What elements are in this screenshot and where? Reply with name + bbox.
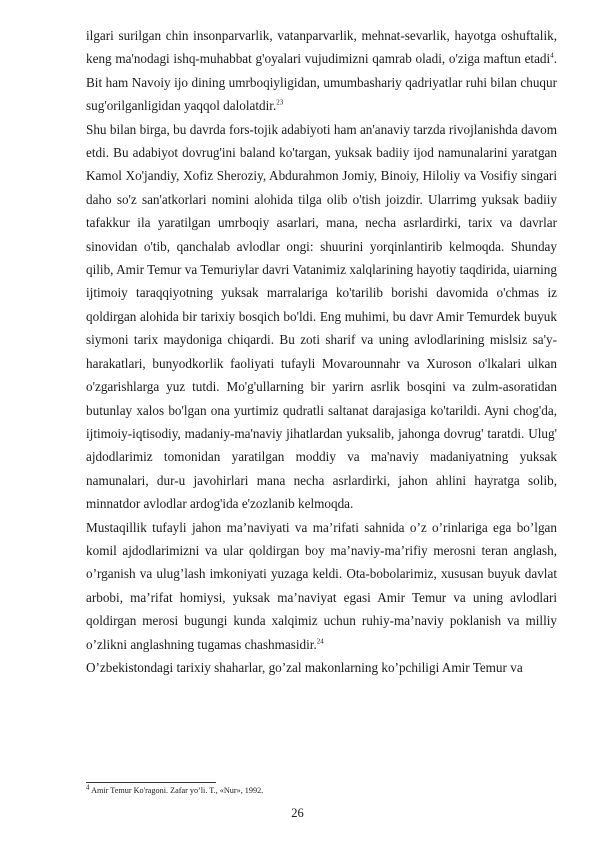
paragraph-4: O’zbekistondagi tarixiy shaharlar, go’zal makonlarning ko’pchiligi Amir Temur va — [86, 659, 523, 675]
paragraph-3 — [86, 516, 557, 656]
paragraph-text: Mustaqillik tufayli jahon ma’naviyati va ma’rifati sahnida o’z o’rinlariga ega bo’lgan komil ajdodlarimizni va ular qoldirgan boy ma’naviy-ma’rifiy merosni teran anglash, o’rganish va ulug’lash imkoniyati yuzaga keldi. Ota-bobolarimiz, xususan buyuk davlat arbobi, ma’rifat homiysi, yuksak ma’naviyat egasi Amir Temur va uning avlodlari qoldirgan merosi bugungi kunda xalqimiz uchun ruhiy-ma’naviy poklanish va milliy o’zlikni anglashning tugamas chashmasidir. — [86, 519, 557, 652]
paragraph-text: . Bit ham Navoiy ijo dining umrboqiyligidan, umumbashariy qadriyatlar ruhi bilan chuqur sug'orilganligidan yaqqol dalolatdir. — [86, 51, 557, 114]
footnote-marker: 4 — [86, 783, 90, 792]
footnote-ref[interactable]: 23 — [276, 98, 284, 107]
footnote-divider — [86, 782, 216, 783]
paragraph-2: Shu bilan birga, bu davrda fors-tojik adabiyoti ham an'anaviy tarzda rivojlanishda davom etdi. Bu adabiyot dovrug'ini baland ko'targan, yuksak badiiy ijod namunalarini yaratgan Kamol Xo'jandiy, Xofiz Sheroziy, Abdurahmon Jomiy, Binoiy, Hiloliy va Vosifiy singari daho so'z san'atkorlari nomini alohida tilga olib o'tish joizdir. Ularrimg yuksak badiiy tafakkur ila yaratilgan umrboqiy asarlari, mana, necha asrlardirki, tarix va davrlar sinovidan o'tib, qanchalab avlodlar ongi: shuurini yorqinlantirib kelmoqda. Shunday qilib, Amir Temur va Temuriylar davri Vatanimiz xalqlarining hayotiy taqdirida, uiarning ijtimoiy taraqqiyotning yuksak marralariga ko'tarilib borishi davomida o'chmas iz qoldirgan alohida bir tarixiy bosqich bo'ldi. Eng muhimi, bu davr Amir Temurdek buyuk siymoni tarix maydoniga chiqardi. Bu zoti sharif va uning avlodlarining mislsiz sa'y-harakatlari, bunyodkorlik faoliyati tufayli Movarounnahr va Xuroson o'lkalari ulkan o'zgarishlarga yuz tutdi. Mo'g'ullarning bir yarirn asrlik bosqini va zulm-asoratidan butunlay xalos bo'lgan ona yurtimiz qudratli saltanat darajasiga ko'tarildi. Ayni chog'da, ijtimoiy-iqtisodiy, madaniy-ma'naviy jihatlardan yuksalib, jahonga dovrug' taratdi. Ulug' ajdodlarimiz tomonidan yaratilgan moddiy va ma'naviy madaniyatning yuksak namunalari, dur-u javohirlari mana necha asrlardirki, jahon ahlini hayratga solib, minnatdor avlodlar ardog'ida e'zozlanib kelmoqda. — [86, 121, 557, 512]
footnote-ref[interactable]: 24 — [316, 637, 324, 646]
footnote-ref[interactable]: 4 — [550, 52, 554, 61]
footnote-text: Amir Temur Ko'ragoni. Zafar yo’li. T., «Nur», 1992. — [91, 786, 264, 795]
footnote — [86, 785, 557, 796]
body-text — [86, 24, 557, 679]
paragraph-text: ilgari surilgan chin insonparvarlik, vatanparvarlik, mehnat-sevarlik, hayotga oshuftalik, keng ma'nodagi ishq-muhabbat g'oyalari vujudimizni qamrab oladi, o'ziga maftun etadi — [86, 28, 557, 67]
paragraph-1 — [86, 24, 557, 118]
page-number: 26 — [291, 806, 304, 820]
